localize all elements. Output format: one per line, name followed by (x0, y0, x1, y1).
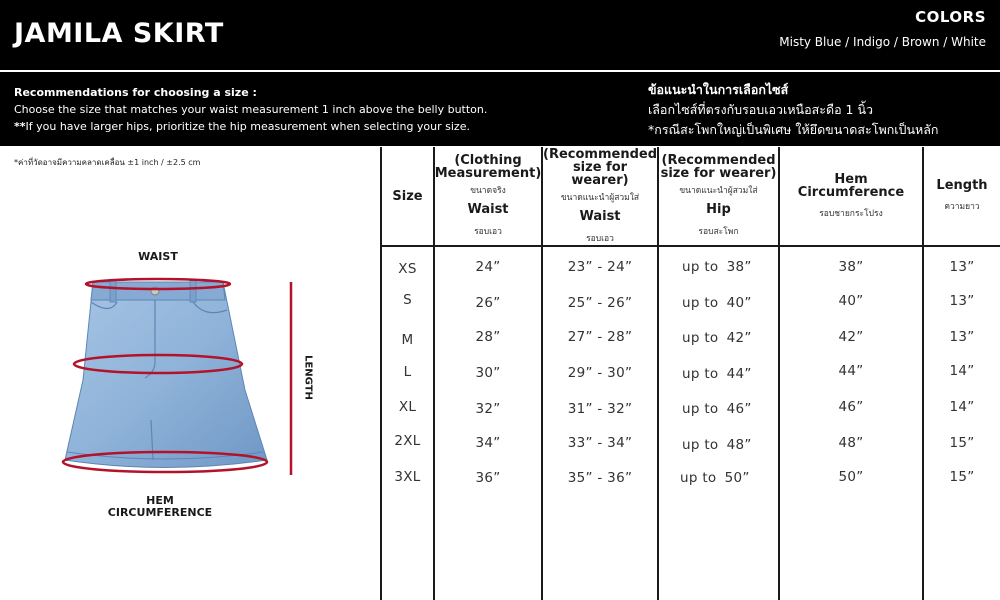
rec-th-heading: ข้อแนะนำในการเลือกไซส์ (648, 82, 789, 97)
belt-loop (190, 280, 196, 302)
cell-hem: 46” (838, 399, 864, 415)
colors-list: Misty Blue / Indigo / Brown / White (779, 35, 986, 49)
size-table (380, 147, 1000, 600)
header-rec-waist (543, 147, 657, 245)
rec-en-line2-wrap (14, 118, 487, 135)
cell-rec-waist: 31” - 32” (567, 401, 633, 417)
header-length (924, 147, 1000, 245)
header-size-label: Size (392, 188, 423, 204)
cell-waist: 32” (475, 401, 501, 417)
cell-hip-prefix: up to (682, 295, 719, 311)
header-rec-hip (659, 147, 778, 245)
cell-hem: 42” (838, 329, 864, 345)
header-rec-waist-label: Waist (579, 208, 621, 224)
header-clothing-waist-thai: รอบเอว (474, 227, 502, 237)
rec-en-line1: Choose the size that matches your waist measurement 1 inch above the belly button. (14, 103, 488, 116)
cell-hip-value: 46” (726, 401, 752, 417)
cell-hip-prefix: up to (682, 259, 719, 275)
cell-waist: 26” (475, 295, 501, 311)
cell-hem: 38” (838, 259, 864, 275)
cell-rec-hip (682, 437, 778, 453)
cell-hip-prefix: up to (682, 401, 719, 417)
cell-hip-prefix: up to (682, 330, 719, 346)
header-hem-top: Hem (834, 171, 868, 187)
belt-loop (110, 280, 116, 302)
cell-waist: 28” (475, 329, 501, 345)
cell-rec-waist: 23” - 24” (567, 259, 633, 275)
cell-length: 14” (949, 363, 975, 379)
cell-waist: 34” (475, 435, 501, 451)
header-clothing-waist-label: Waist (467, 202, 509, 217)
cell-rec-hip (682, 401, 778, 417)
header-rec-hip-sub: รอบสะโพก (698, 227, 739, 237)
recommendations-band (0, 72, 1000, 146)
header-bar (0, 0, 1000, 70)
header-hem-top2: Circumference (797, 184, 905, 200)
cell-hem: 44” (838, 363, 864, 379)
header-rec-hip-top: (Recommended (661, 153, 776, 168)
header-size (382, 147, 433, 245)
cell-rec-waist: 35” - 36” (567, 470, 633, 486)
header-clothing-top2: Measurement) (434, 166, 542, 181)
cell-hip-value: 44” (726, 366, 752, 382)
table-header-divider (380, 245, 1000, 247)
cell-rec-hip (682, 366, 778, 382)
cell-size: S (403, 292, 412, 308)
header-length-label: Length (936, 178, 988, 193)
product-title: JAMILA SKIRT (14, 18, 224, 49)
cell-size: 3XL (394, 469, 421, 485)
cell-hip-prefix: up to (682, 366, 719, 382)
cell-waist: 30” (475, 365, 501, 381)
cell-hem: 50” (838, 469, 864, 485)
header-rec-waist-sub: รอบเอว (586, 233, 614, 244)
cell-length: 14” (949, 399, 975, 415)
cell-rec-hip (682, 259, 778, 275)
waist-label: WAIST (138, 250, 178, 263)
header-hem-sub: รอบชายกระโปรง (819, 208, 883, 219)
header-hem (780, 147, 922, 245)
recommendations-english (14, 84, 487, 135)
cell-rec-waist: 33” - 34” (567, 435, 633, 451)
rec-en-line2-prefix: ** (14, 120, 26, 133)
cell-hip-value: 38” (726, 259, 752, 275)
hem-label-line1: HEM (146, 494, 174, 507)
cell-hip-prefix: up to (680, 470, 717, 486)
cell-length: 15” (949, 469, 975, 485)
cell-waist: 36” (475, 470, 501, 486)
cell-length: 13” (949, 329, 975, 345)
rec-th-line2: *กรณีสะโพกใหญ่เป็นพิเศษ ให้ยึดขนาดสะโพกเป็นหลัก (648, 122, 939, 137)
cell-hem: 48” (838, 435, 864, 451)
cell-hip-value: 50” (724, 470, 750, 486)
cell-rec-hip (682, 295, 778, 311)
cell-hip-value: 40” (726, 295, 752, 311)
rec-th-line1: เลือกไซส์ที่ตรงกับรอบเอวเหนือสะดือ 1 นิ้ว (648, 102, 874, 117)
rec-en-heading: Recommendations for choosing a size : (14, 86, 257, 99)
cell-rec-waist: 29” - 30” (567, 365, 633, 381)
header-length-sub: ความยาว (944, 202, 980, 212)
cell-rec-waist: 27” - 28” (567, 329, 633, 345)
cell-size: 2XL (394, 433, 421, 449)
cell-size: XS (398, 261, 417, 277)
header-rec-waist-top: (Recommended (543, 146, 657, 162)
cell-length: 15” (949, 435, 975, 451)
skirt-body (65, 282, 267, 468)
cell-waist: 24” (475, 259, 501, 275)
cell-rec-waist: 25” - 26” (567, 295, 633, 311)
header-rec-hip-top2: size for wearer) (660, 166, 777, 181)
cell-size: XL (398, 399, 417, 415)
cell-hip-value: 48” (726, 437, 752, 453)
cell-size: M (401, 332, 414, 348)
header-rec-hip-thai: ขนาดแนะนำผู้สวมใส่ (679, 186, 758, 196)
cell-rec-hip (680, 470, 778, 486)
cell-length: 13” (949, 293, 975, 309)
hem-label-line2: CIRCUMFERENCE (107, 506, 213, 519)
cell-rec-hip (682, 330, 778, 346)
header-clothing-waist (435, 147, 541, 245)
recommendations-thai (648, 80, 939, 140)
header-clothing-thai: ขนาดจริง (470, 186, 506, 196)
header-rec-waist-top2: size for wearer) (571, 159, 629, 188)
cell-hip-value: 42” (726, 330, 752, 346)
header-rec-hip-label: Hip (706, 202, 731, 217)
skirt-illustration (55, 270, 305, 485)
colors-label: COLORS (915, 8, 986, 26)
header-rec-waist-thai: ขนาดแนะนำผู้สวมใส่ (560, 192, 640, 203)
measurement-note: *ค่าที่วัดอาจมีความคลาดเคลื่อน ±1 inch / ±2.5 cm (14, 158, 201, 167)
length-label: LENGTH (302, 355, 314, 400)
header-clothing-top: (Clothing (454, 153, 522, 168)
cell-size: L (403, 364, 412, 380)
cell-length: 13” (949, 259, 975, 275)
cell-hip-prefix: up to (682, 437, 719, 453)
hem-label (100, 495, 220, 519)
rec-en-line2: If you have larger hips, prioritize the hip measurement when selecting your size. (25, 120, 470, 133)
cell-hem: 40” (838, 293, 864, 309)
